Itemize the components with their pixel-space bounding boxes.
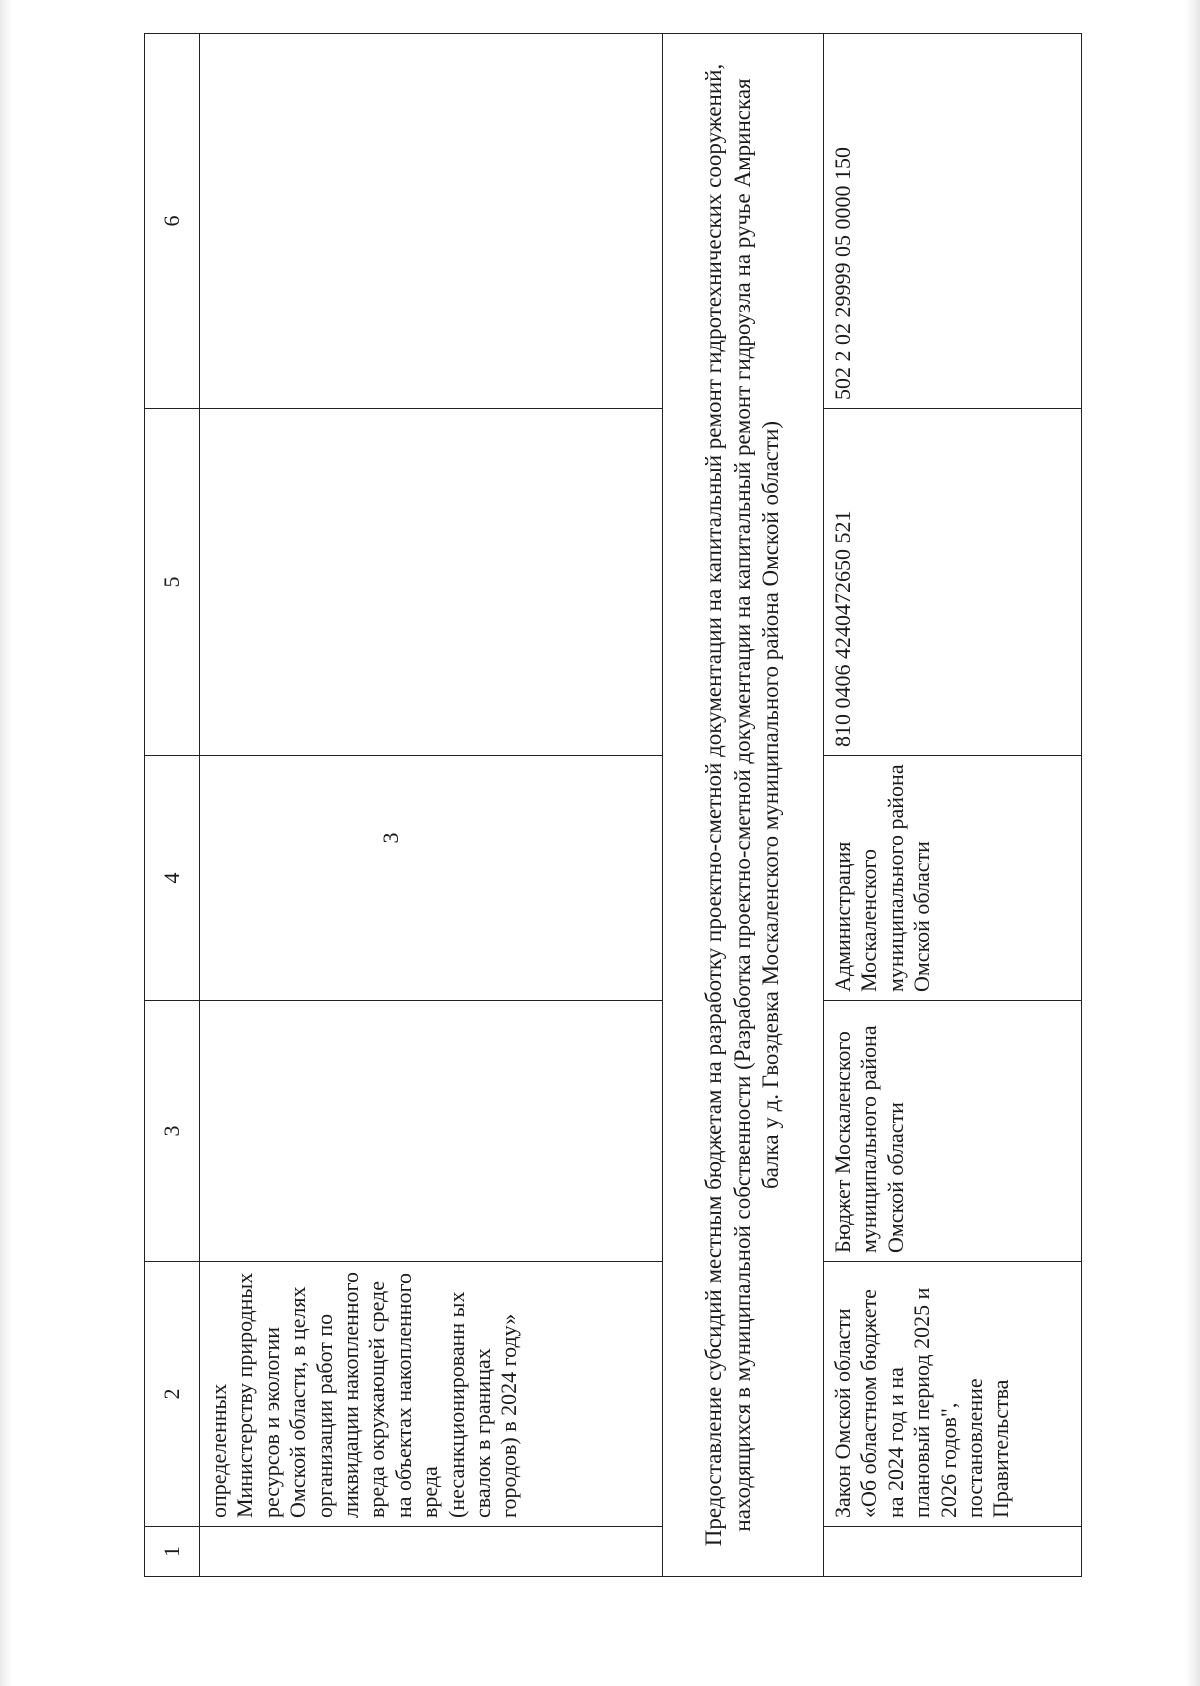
header-cell: 5 [145,409,200,756]
table-cell: 502 2 02 29999 05 0000 150 [824,34,1082,409]
header-cell: 4 [145,756,200,1001]
header-cell: 3 [145,1001,200,1262]
table-cell: Закон Омской области «Об областном бюджете на 2024 год и на плановый период 2025 и 2026 годов", постановление Правительства [824,1262,1082,1527]
table-cell [200,409,663,756]
table-cell: определенных Министерству природных ресурсов и экологии Омской области, в целях организации работ по ликвидации накопленного вреда окружающей среде на объектах накопленного вреда (несанкционированн ых свалок в границах городов) в 2024 году» [200,1262,663,1527]
table-cell [200,1527,663,1577]
table-cell: Бюджет Москаленского муниципального района Омской области [824,1001,1082,1262]
table-cell [200,1001,663,1262]
budget-table [144,33,1082,1577]
table-cell: Администрация Москаленского муниципального района Омской области [824,756,1082,1001]
section-title: Предоставление субсидий местным бюджетам на разработку проектно-сметной документации на капитальный ремонт гидротехнических сооружений, находящихся в муниципальной собственности (Разработка проектно-сметной документации на капитальный ремонт гидроузла на ручье Амринская балка у д. Гвоздевка Москаленского муниципального района Омской области) [663,34,824,1577]
table-header-row [145,34,200,1577]
header-cell: 2 [145,1262,200,1527]
header-cell: 1 [145,1527,200,1577]
table-cell [200,756,663,1001]
section-title-row [663,34,824,1577]
table-cell [200,34,663,409]
table-row [200,34,663,1577]
table-row [824,34,1082,1577]
table-cell: 810 0406 4240472650 521 [824,409,1082,756]
table-cell [824,1527,1082,1577]
page-number: 3 [378,832,403,844]
header-cell: 6 [145,34,200,409]
